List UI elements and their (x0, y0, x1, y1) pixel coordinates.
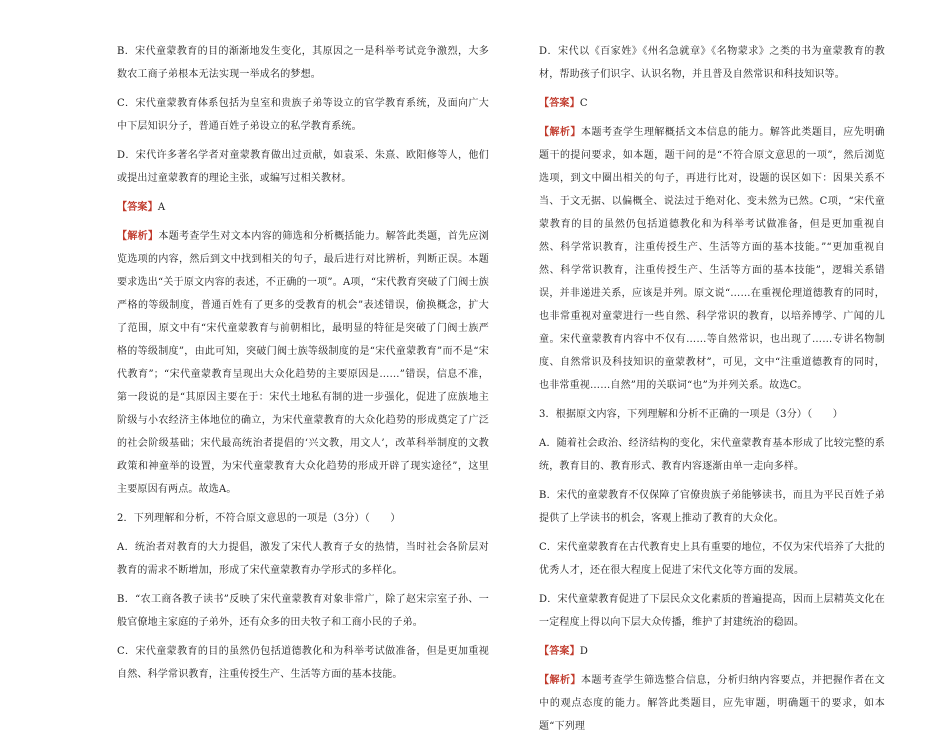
q3-analysis-text: 本题考查学生筛选整合信息，分析归纳内容要点，并把握作者在文中的观点态度的能力。解答此类题目，应先审题，明确题干的要求，如本题“下列理 (539, 675, 885, 732)
analysis-tag: 【解析】 (539, 675, 581, 686)
q1-answer-value: A (157, 202, 166, 213)
q3-answer-value: D (579, 646, 589, 657)
q2-answer-value: C (579, 98, 588, 109)
q3-answer (539, 640, 885, 663)
q2-option-b: B．“农工商各教子读书”反映了宋代童蒙教育对象非常广，除了赵宋宗室子孙、一般官僚地主家庭的子弟外，还有众多的田夫牧子和工商小民的子弟。 (117, 594, 489, 628)
q3-stem: 3．根据原文内容，下列理解和分析不正确的一项是（3分）（ ） (539, 409, 843, 420)
analysis-tag: 【解析】 (539, 127, 581, 138)
answer-tag: 【答案】 (539, 98, 580, 109)
answer-tag: 【答案】 (539, 646, 580, 657)
q2-answer (539, 92, 885, 115)
right-column (539, 40, 885, 744)
q1-answer (117, 196, 489, 219)
analysis-tag: 【解析】 (117, 231, 159, 242)
q3-option-b: B．宋代的童蒙教育不仅保障了官僚贵族子弟能够读书，而且为平民百姓子弟提供了上学读书的机会，客观上推动了教育的大众化。 (539, 490, 885, 524)
q2-option-c: C．宋代童蒙教育的目的虽然仍包括道德教化和为科举考试做准备，但是更加重视自然、科学常识教育，注重传授生产、生活等方面的基本技能。 (117, 646, 489, 680)
q2-analysis-text: 本题考查学生理解概括文本信息的能力。解答此类题目，应先明确题干的提问要求，如本题，题干问的是“不符合原文意思的一项”，然后浏览选项，到文中圈出相关的句子，再进行比对，设题的误区如下：因果关系不当、于文无据、以偏概全、说法过于绝对化、变未然为已然。C项，“宋代童蒙教育的目的虽然仍包括道德教化和为科举考试做准备，但是更加重视自然、科学常识教育，注重传授生产、生活等方面的基本技能。”“更加重视自然、科学常识教育，注重传授生产、生活等方面的基本技能”，逻辑关系错误，并非递进关系，应该是并列。原文说“……在重视伦理道德教育的同时，也非常重视对童蒙进行一些自然、科学常识的教育，以培养博学、广闻的儿童。宋代童蒙教育内容中不仅有……等自然常识，也出现了……专讲名物制度、自然常识及科技知识的童蒙教材”，可见，文中“注重道德教育的同时，也非常重视……自然”用的关联词“也”为并列关系。故选C。 (539, 127, 885, 391)
q1-option-b: B．宋代童蒙教育的目的渐渐地发生变化，其原因之一是科举考试竞争激烈，大多数农工商子弟根本无法实现一举成名的梦想。 (117, 46, 489, 80)
left-column (117, 40, 489, 692)
q3-option-c: C．宋代童蒙教育在古代教育史上具有重要的地位，不仅为宋代培养了大批的优秀人才，还在很大程度上促进了宋代文化等方面的发展。 (539, 542, 885, 576)
q1-option-c: C．宋代童蒙教育体系包括为皇室和贵族子弟等设立的官学教育系统，及面向广大中下层知识分子，普通百姓子弟设立的私学教育系统。 (117, 98, 489, 132)
q1-analysis (117, 225, 489, 501)
q2-analysis (539, 121, 885, 397)
q1-analysis-text: 本题考查学生对文本内容的筛选和分析概括能力。解答此类题，首先应浏览选项的内容，然后到文中找到相关的句子，最后进行对比辨析，判断正误。本题要求选出“关于原文内容的表述，不正确的一项”。A项，“宋代教育突破了门阀士族严格的等级制度，普通百姓有了更多的受教育的机会”表述错误，偷换概念，扩大了范围，原文中有“宋代童蒙教育与前朝相比，最明显的特征是突破了门阀士族严格的等级制度”，由此可知，突破门阀士族等级制度的是“宋代童蒙教育”而不是“宋代教育”；“宋代童蒙教育呈现出大众化趋势的主要原因是……”错误，信息不准，第一段说的是“其原因主要在于：宋代土地私有制的进一步强化，促进了庶族地主阶级与小农经济主体地位的确立，为宋代童蒙教育的大众化趋势的形成奠定了广泛的社会阶级基础；宋代最高统治者提倡的‘兴文教，用文人’，改革科举制度的文教政策和神童举的设置，为宋代童蒙教育大众化趋势的形成开辟了现实途径”，这里主要原因有两点。故选A。 (117, 231, 489, 495)
q2-option-a: A．统治者对教育的大力提倡，激发了宋代人教育子女的热情，当时社会各阶层对教育的需求不断增加，形成了宋代童蒙教育办学形式的多样化。 (117, 542, 489, 576)
q2-option-d: D．宋代以《百家姓》《州名急就章》《名物蒙求》之类的书为童蒙教育的教材，帮助孩子们识字、认识名物，并且普及自然常识和科技知识等。 (539, 46, 885, 80)
q3-analysis (539, 669, 885, 738)
q3-option-d: D．宋代童蒙教育促进了下层民众文化素质的普遍提高，因而上层精英文化在一定程度上得以向下层大众传播，维护了封建统治的稳固。 (539, 594, 885, 628)
q1-option-d: D．宋代许多著名学者对童蒙教育做出过贡献，如袁采、朱熹、欧阳修等人，他们或提出过童蒙教育的理论主张，或编写过相关教材。 (117, 150, 489, 184)
q3-option-a: A．随着社会政治、经济结构的变化，宋代童蒙教育基本形成了比较完整的系统，教育目的、教育形式、教育内容逐渐由单一走向多样。 (539, 438, 885, 472)
q2-stem: 2．下列理解和分析，不符合原文意思的一项是（3分）（ ） (117, 513, 401, 524)
answer-tag: 【答案】 (117, 202, 158, 213)
